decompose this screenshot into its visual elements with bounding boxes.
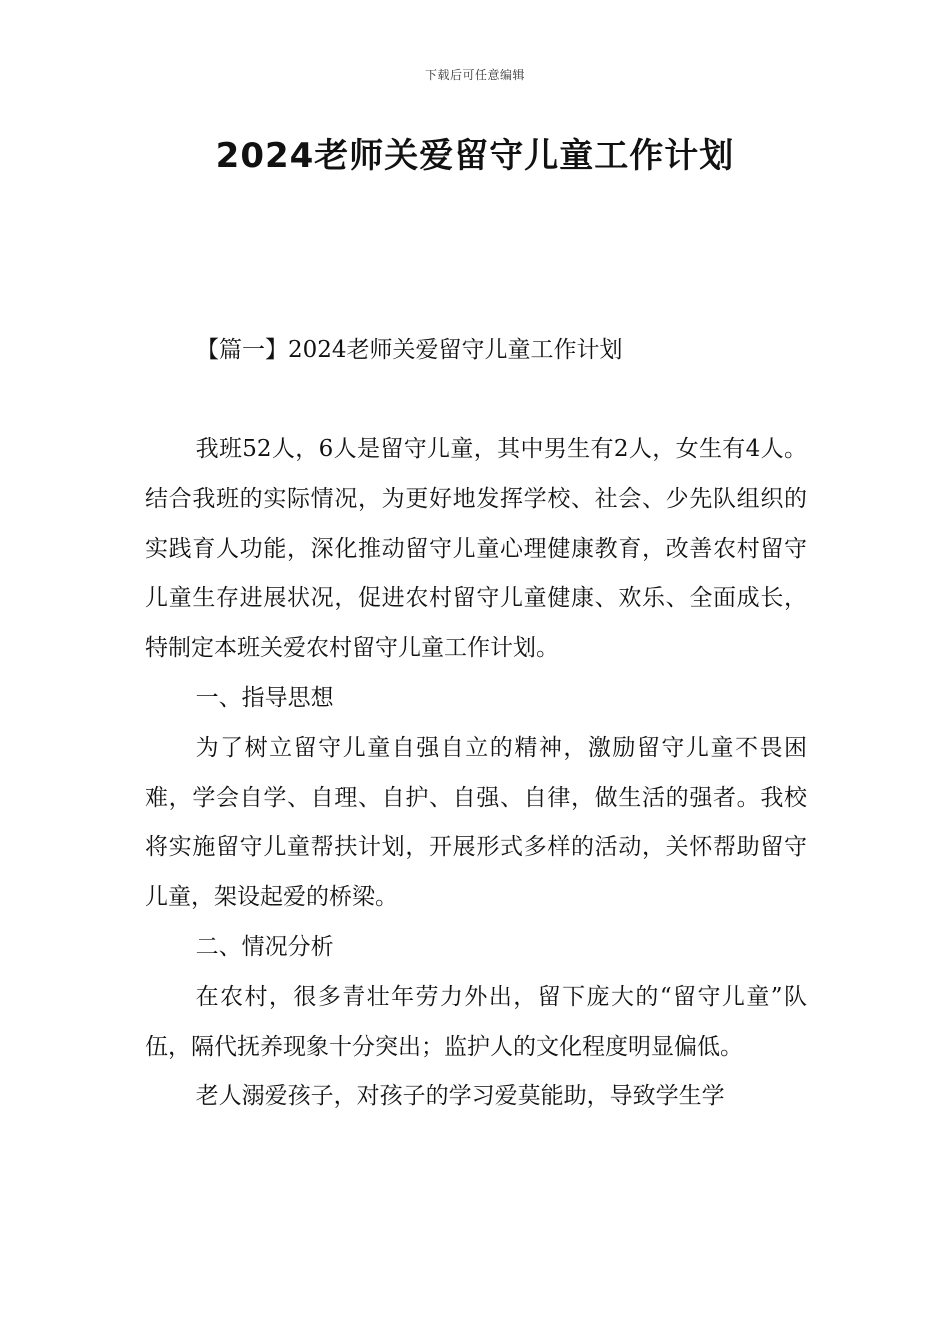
paragraph-continued: 老人溺爱孩子，对孩子的学习爱莫能助，导致学生学 — [195, 1083, 725, 1110]
heading-situation-analysis: 二、情况分析 — [195, 933, 334, 960]
paragraph-situation-analysis: 在农村，很多青壮年劳力外出，留下庞大的“留守儿童”队伍，隔代抚养现象十分突出；监护人的文化程度明显偏低。 — [145, 983, 807, 1060]
section-title: 【篇一】2024老师关爱留守儿童工作计划 — [196, 337, 623, 363]
body-text — [145, 425, 807, 1122]
paragraph-guiding-ideology: 为了树立留守儿童自强自立的精神，激励留守儿童不畏困难，学会自学、自理、自护、自强、自律，做生活的强者。我校将实施留守儿童帮扶计划，开展形式多样的活动，关怀帮助留守儿童，架设起爱的桥梁。 — [145, 734, 807, 911]
paragraph-intro: 我班52人，6人是留守儿童，其中男生有2人，女生有4人。结合我班的实际情况，为更好地发挥学校、社会、少先队组织的实践育人功能，深化推动留守儿童心理健康教育，改善农村留守儿童生存进展状况，促进农村留守儿童健康、欢乐、全面成长，特制定本班关爱农村留守儿童工作计划。 — [145, 436, 807, 662]
heading-guiding-ideology: 一、指导思想 — [195, 684, 334, 711]
document-title: 2024老师关爱留守儿童工作计划 — [215, 136, 735, 176]
header-note: 下载后可任意编辑 — [424, 68, 525, 82]
